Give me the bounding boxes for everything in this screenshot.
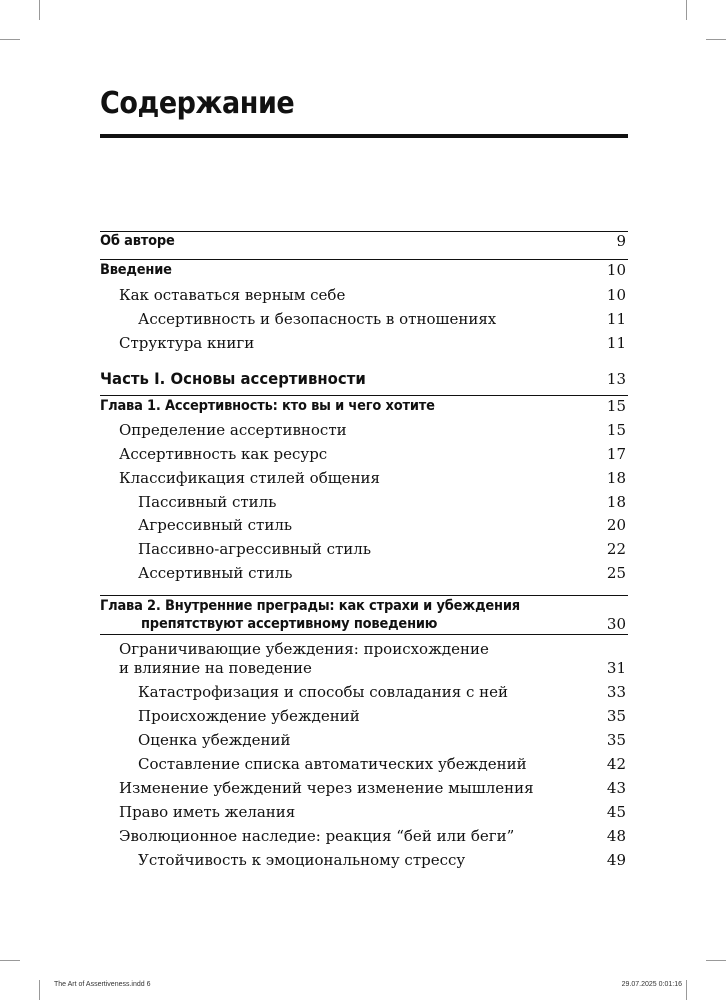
toc-entry-title: Глава 2. Внутренние преграды: как страхи и убеждения [100,598,520,614]
toc-entry-title: Ассертивность и безопасность в отношениях [138,310,497,328]
toc-entry-title: Эволюционное наследие: реакция “бей или беги” [119,827,515,845]
toc-entry-title: Пассивно-агрессивный стиль [138,540,371,558]
toc-entry-title: Составление списка автоматических убеждений [138,755,527,773]
toc-entry-title: Ассертивность как ресурс [119,445,328,463]
toc-entry-title: Оценка убеждений [138,731,291,749]
toc-entry-title: Часть I. Основы ассертивности [100,369,366,388]
toc-entry-title: Агрессивный стиль [138,516,293,534]
toc-entry-title: Изменение убеждений через изменение мышления [119,779,534,797]
toc-entry-title: Как оставаться верным себе [119,286,346,304]
toc-entry-title: Пассивный стиль [138,493,277,511]
section-rule [100,259,628,260]
toc-entry-page: 15 [606,421,626,439]
section-rule [100,634,628,635]
toc-entry-page: 30 [606,615,626,633]
toc-entry-page: 10 [606,286,626,304]
toc-entry-title: Глава 1. Ассертивность: кто вы и чего хотите [100,398,435,414]
toc-entry-page: 43 [606,779,626,797]
toc-entry-page: 9 [616,232,626,250]
toc-entry-page: 49 [606,851,626,869]
toc-entry-title: Введение [100,262,172,278]
toc-entry-title: Классификация стилей общения [119,469,381,487]
toc-entry-title: Катастрофизация и способы совладания с ней [138,683,509,701]
section-rule [100,395,628,396]
toc-entry-page: 48 [606,827,626,845]
toc-entry-title: Структура книги [119,334,255,352]
toc-entry-page: 11 [606,310,626,328]
toc-entry-title: Право иметь желания [119,803,296,821]
toc-entry-page: 18 [606,493,626,511]
toc-entry-page: 35 [606,731,626,749]
toc-entry-title: Устойчивость к эмоциональному стрессу [138,851,466,869]
toc-entry-page: 22 [606,540,626,558]
footer-timestamp: 29.07.2025 0:01:16 [621,981,682,988]
toc-entry-page: 33 [606,683,626,701]
toc-entry-page: 42 [606,755,626,773]
toc-entry-title: Происхождение убеждений [138,707,360,725]
toc-entry-title: Ассертивный стиль [138,564,293,582]
toc-entry-page: 11 [606,334,626,352]
toc-entry-page: 15 [606,397,626,415]
toc-entry-title: Ограничивающие убеждения: происхождение [119,640,489,658]
toc-entry-title-line2: и влияние на поведение [119,659,312,677]
toc-entry-page: 17 [606,445,626,463]
toc-entry-title: Определение ассертивности [119,421,347,439]
toc-entry-page: 10 [606,261,626,279]
toc-entry-page: 20 [606,516,626,534]
toc-entry-title: Об авторе [100,233,175,249]
section-rule [100,595,628,596]
toc-entry-page: 31 [606,659,626,677]
toc-entry-page: 18 [606,469,626,487]
toc-entry-page: 45 [606,803,626,821]
toc-entry-page: 25 [606,564,626,582]
toc-entry-page: 13 [606,370,626,388]
toc-entry-title-line2: препятствуют ассертивному поведению [141,616,438,632]
page-title: Содержание [100,86,295,121]
toc-entry-page: 35 [606,707,626,725]
section-rule [100,231,628,232]
footer-filename: The Art of Assertiveness.indd 6 [54,981,151,988]
